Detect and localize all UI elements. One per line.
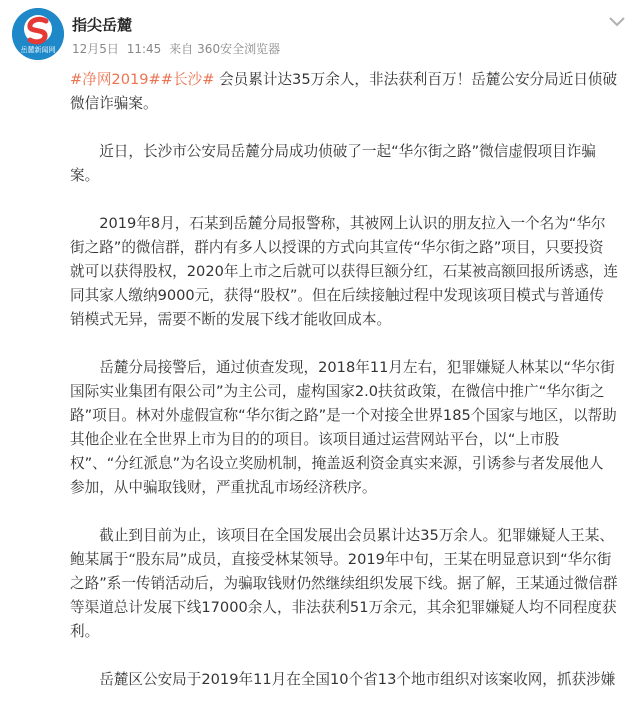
post-menu-button[interactable] — [608, 14, 626, 28]
paragraph: 岳麓区公安局于2019年11月在全国10个省13个地市组织对该案收网，抓获涉嫌 — [99, 671, 616, 688]
post-content — [70, 68, 618, 716]
author-name[interactable]: 指尖岳麓 — [72, 16, 133, 34]
post-header — [0, 0, 640, 62]
paragraph: 截止到目前为止，该项目在全国发展出会员累计达35万余人。犯罪嫌疑人王某、鲍某属于“股东局”成员，直接受林某领导。2019年中旬，王某在明显意识到“华尔街之路”系一传销活动后，为骗取钱财仍然继续组织发展下线。据了解，王某通过微信群等渠道总计发展下线17000余人，非法获利51万余元，其余犯罪嫌疑人均不同程度获利。 — [70, 527, 618, 640]
post-date[interactable]: 12月5日 — [72, 42, 119, 56]
paragraph: 岳麓分局接警后，通过侦查发现，2018年11月左右，犯罪嫌疑人林某以“华尔街国际实业集团有限公司”为主公司，虚构国家2.0扶贫政策，在微信中推广“华尔街之路”项目。林对外虚假宣称“华尔街之路”是一个对接全世界185个国家与地区，以帮助其他企业在全世界上市为目的的项目。该项目通过运营网站平台，以“上市股权”、“分红派息”为名设立奖励机制，掩盖返利资金真实来源，引诱参与者发展他人参加，从中骗取钱财，严重扰乱市场经济秩序。 — [70, 359, 617, 496]
post-time[interactable]: 11:45 — [126, 42, 162, 56]
avatar-caption: 岳麓新闻网 — [20, 46, 56, 54]
post-source: 360安全浏览器 — [197, 42, 281, 56]
hashtag-changsha[interactable]: #长沙# — [160, 71, 215, 88]
avatar[interactable] — [12, 8, 64, 60]
post-headline — [70, 68, 618, 116]
source-prefix: 来自 — [169, 42, 194, 56]
chevron-down-icon — [608, 15, 626, 29]
paragraph: 近日，长沙市公安局岳麓分局成功侦破了一起“华尔街之路”微信虚假项目诈骗案。 — [70, 143, 596, 184]
headline-text: 会员累计达35万余人，非法获利百万！岳麓公安分局近日侦破微信诈骗案。 — [70, 71, 618, 112]
paragraph: 2019年8月，石某到岳麓分局报警称，其被网上认识的朋友拉入一个名为“华尔街之路”的微信群，群内有多人以授课的方式向其宣传“华尔街之路”项目，只要投资就可以获得股权，2020年上市之后就可以获得巨额分红，石某被高额回报所诱惑，连同其家人缴纳9000元，获得“股权”。但在后续接触过程中发现该项目模式与普通传销模式无异，需要不断的发展下线才能收回成本。 — [70, 215, 618, 328]
hashtag-jingwang[interactable]: #净网2019# — [70, 71, 161, 88]
post-meta — [72, 40, 284, 57]
